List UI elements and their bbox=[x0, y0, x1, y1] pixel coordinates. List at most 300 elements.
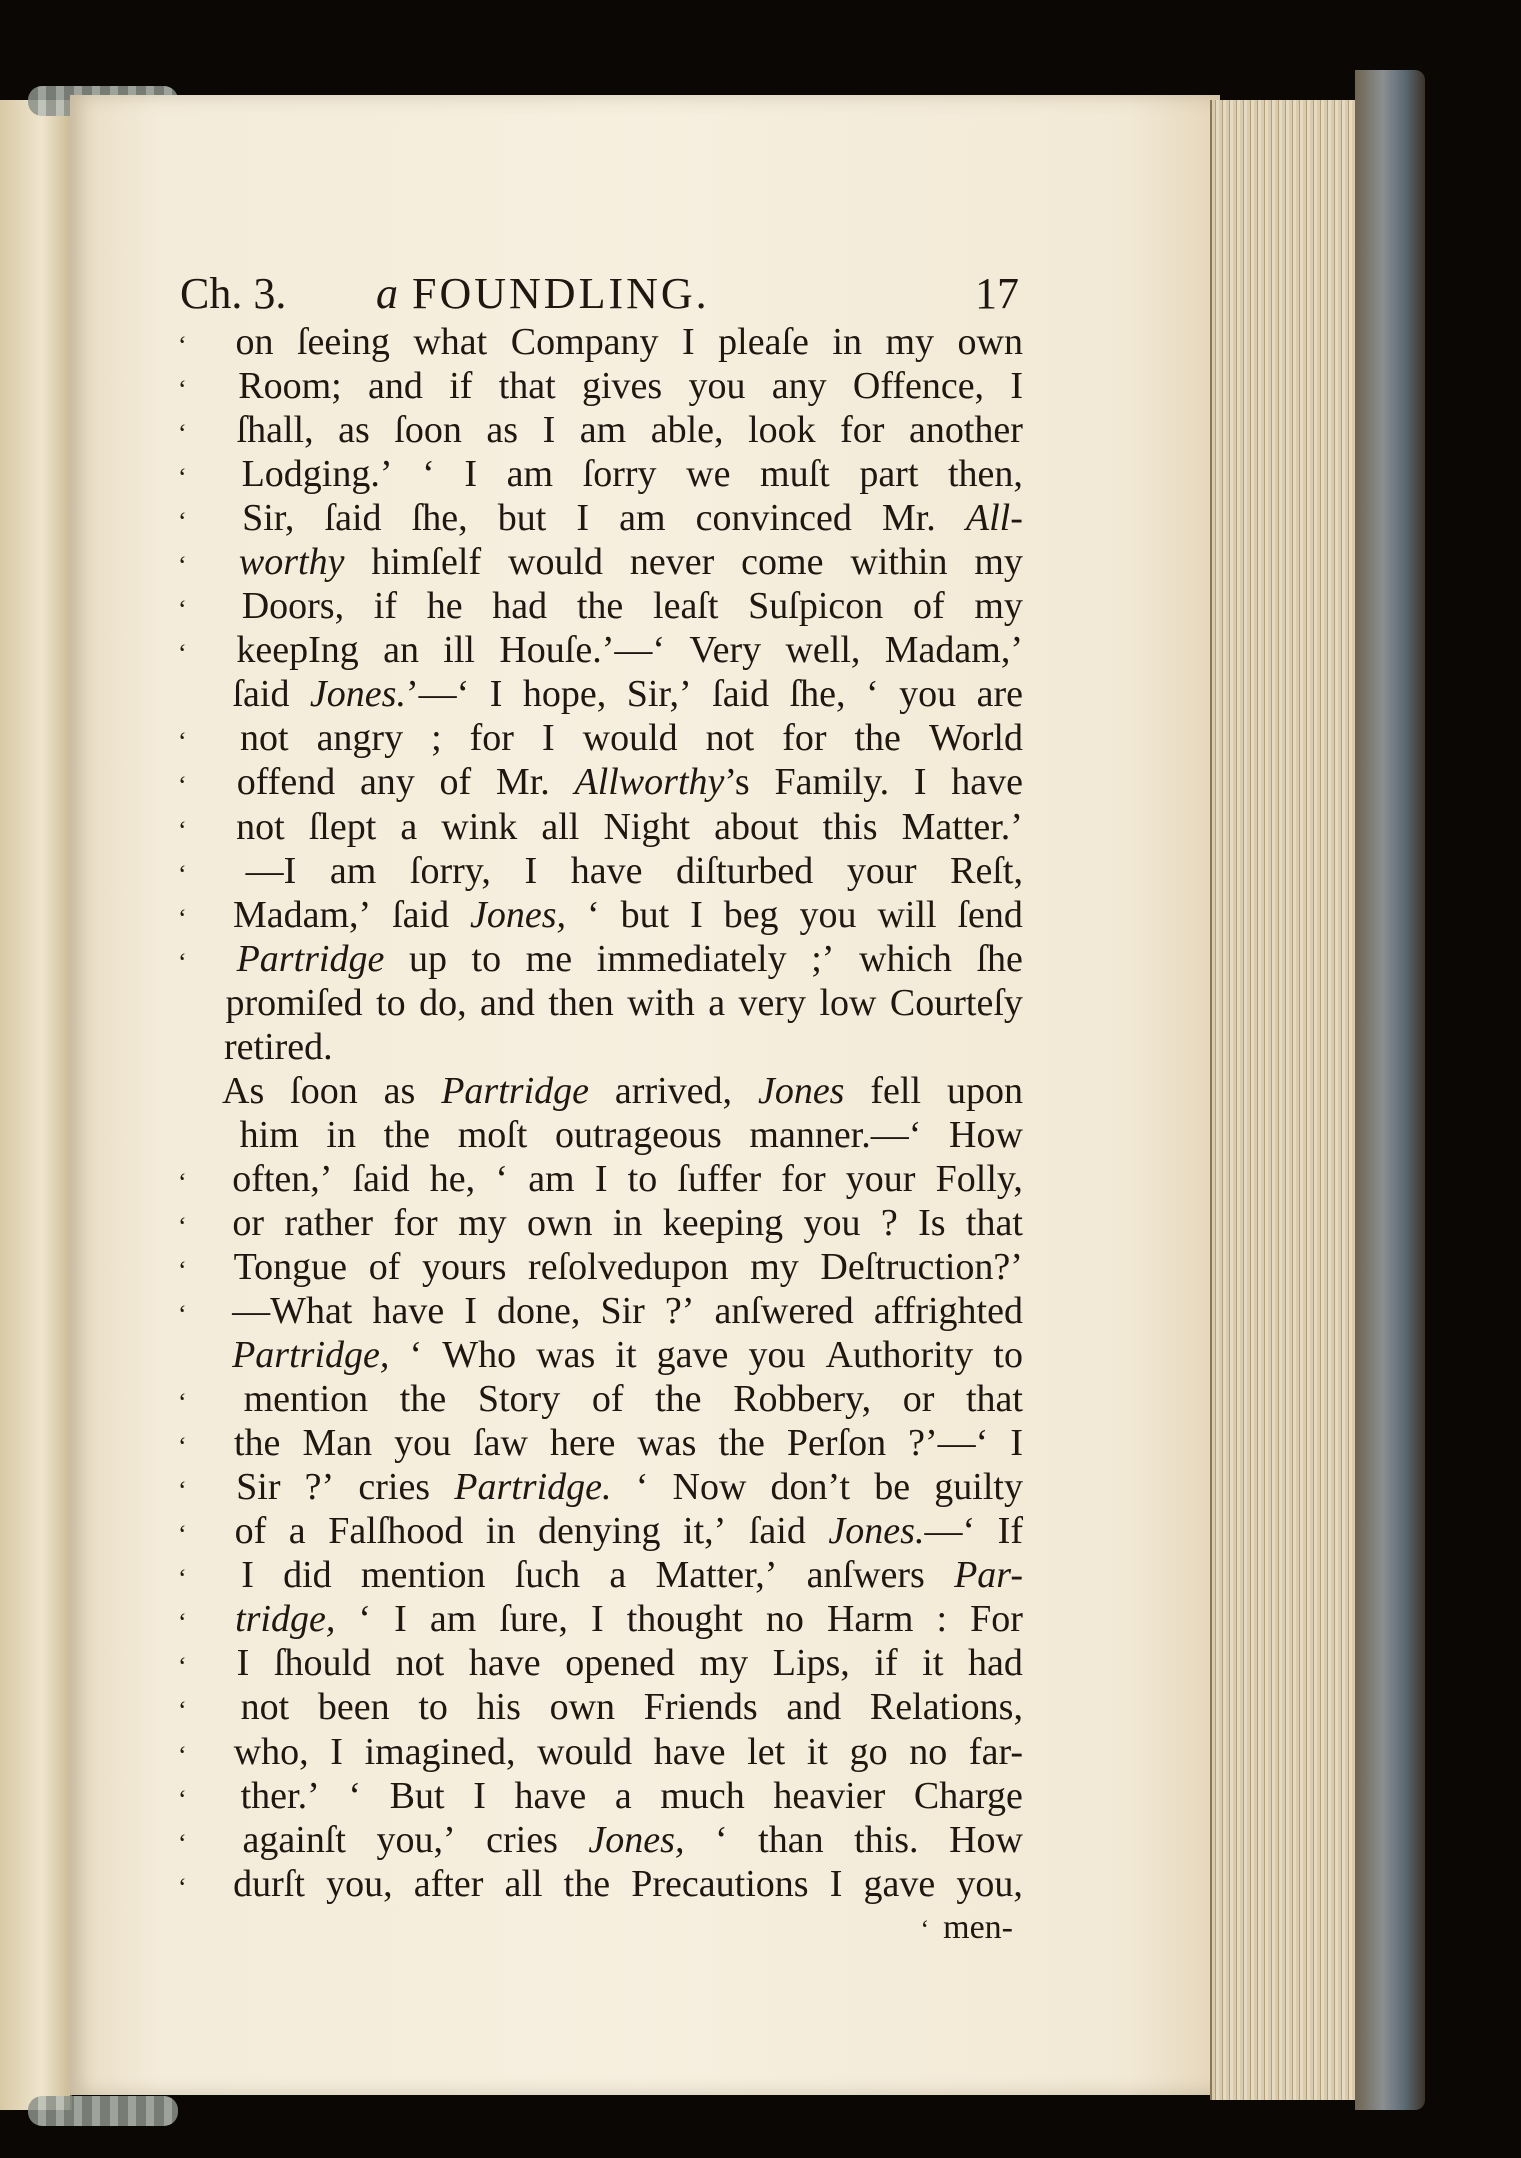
word: ?’ bbox=[304, 1466, 335, 1509]
word: am bbox=[528, 1157, 575, 1200]
word: have bbox=[372, 1290, 445, 1333]
quote-mark: ‘ bbox=[178, 1388, 187, 1418]
word: Mr. bbox=[495, 761, 550, 804]
quote-mark: ‘ bbox=[178, 815, 187, 845]
word: ther.’ bbox=[240, 1774, 320, 1817]
word: I bbox=[464, 1290, 477, 1333]
word: reſolvedupon bbox=[528, 1245, 729, 1288]
text-line bbox=[178, 1597, 1023, 1641]
title-article: a bbox=[376, 269, 398, 318]
word: Par- bbox=[954, 1554, 1023, 1597]
word: was bbox=[637, 1422, 697, 1465]
quote-mark: ‘ bbox=[178, 859, 187, 889]
word: another bbox=[909, 409, 1023, 452]
word: about bbox=[714, 805, 799, 848]
word: Allworthy’s bbox=[574, 761, 750, 804]
word: Deſtruction?’ bbox=[820, 1245, 1023, 1288]
word: ſoon bbox=[394, 409, 462, 452]
word: well, bbox=[785, 629, 861, 672]
word: you, bbox=[326, 1862, 393, 1905]
word: as bbox=[383, 1069, 416, 1112]
word: leaſt bbox=[653, 585, 719, 628]
word: don’t bbox=[770, 1466, 851, 1509]
word: but bbox=[497, 497, 547, 540]
word: ſaid bbox=[352, 1157, 410, 1200]
word: gives bbox=[581, 365, 663, 408]
quote-mark: ‘ bbox=[178, 771, 187, 801]
word: I bbox=[541, 717, 555, 760]
chapter-label: Ch. 3. bbox=[180, 269, 287, 318]
text-line bbox=[178, 981, 1023, 1025]
catchword-quote: ‘ bbox=[920, 1914, 930, 1944]
word: For bbox=[970, 1598, 1023, 1641]
text-line bbox=[178, 937, 1023, 981]
word: in bbox=[326, 1113, 356, 1156]
book-cover bbox=[1355, 70, 1425, 2110]
text-line bbox=[178, 1730, 1023, 1774]
word: gave bbox=[863, 1862, 936, 1905]
word: immediately bbox=[596, 937, 787, 980]
quote-mark: ‘ bbox=[178, 1872, 187, 1902]
word: ‘ bbox=[495, 1157, 508, 1200]
word: Charge bbox=[913, 1774, 1023, 1817]
word: my bbox=[458, 1201, 507, 1244]
word: ‘ bbox=[866, 673, 879, 716]
quote-mark: ‘ bbox=[178, 331, 187, 360]
word: in bbox=[485, 1510, 516, 1553]
word: keeping bbox=[662, 1201, 784, 1244]
word: Suſpicon bbox=[748, 585, 884, 628]
text-line bbox=[178, 1553, 1023, 1597]
quote-mark: ‘ bbox=[178, 507, 187, 537]
word: Authority bbox=[825, 1334, 974, 1377]
quote-mark: ‘ bbox=[178, 1608, 187, 1638]
word: Sir bbox=[236, 1466, 281, 1509]
word: would bbox=[537, 1730, 633, 1773]
word: Perſon bbox=[786, 1422, 887, 1465]
word: thought bbox=[626, 1598, 743, 1641]
word: for bbox=[393, 1201, 438, 1244]
text-line bbox=[178, 1685, 1023, 1729]
word: which bbox=[859, 937, 952, 980]
word: I bbox=[690, 893, 703, 936]
word: for bbox=[469, 717, 514, 760]
text-line bbox=[178, 1641, 1023, 1685]
word: than bbox=[758, 1818, 824, 1861]
word: a bbox=[609, 1554, 627, 1597]
word: the bbox=[718, 1422, 765, 1465]
word: anſwers bbox=[806, 1554, 925, 1597]
word: never bbox=[629, 541, 715, 584]
text-line bbox=[178, 672, 1023, 716]
word: Folly, bbox=[935, 1157, 1023, 1200]
word: as bbox=[338, 409, 370, 452]
word: my bbox=[974, 585, 1023, 628]
word: did bbox=[283, 1554, 332, 1597]
word: durſt bbox=[233, 1862, 305, 1905]
quote-mark: ‘ bbox=[178, 551, 187, 581]
word: angry bbox=[316, 717, 404, 760]
word: if bbox=[874, 1642, 898, 1685]
word: if bbox=[373, 585, 398, 628]
word: ; bbox=[431, 717, 442, 760]
quote-mark: ‘ bbox=[178, 1476, 187, 1506]
word: imagined, bbox=[364, 1730, 516, 1773]
word: the bbox=[854, 717, 901, 760]
word: How bbox=[949, 1113, 1023, 1156]
word: ſhould bbox=[273, 1642, 372, 1685]
word: ſorry, bbox=[409, 849, 491, 892]
word: upon bbox=[946, 1069, 1023, 1112]
word: own bbox=[527, 1201, 593, 1244]
word: fell bbox=[870, 1069, 922, 1112]
word: to bbox=[376, 981, 406, 1024]
word: Family. bbox=[774, 761, 890, 804]
word: I bbox=[1010, 1422, 1023, 1465]
word: up bbox=[408, 937, 447, 980]
word: ſlept bbox=[308, 805, 377, 848]
word: As bbox=[222, 1069, 265, 1112]
word: on bbox=[235, 321, 274, 363]
word: ſuch bbox=[514, 1554, 581, 1597]
word: But bbox=[389, 1774, 445, 1817]
word: ſuffer bbox=[677, 1157, 762, 1200]
word: Matter,’ bbox=[655, 1554, 778, 1597]
word: to bbox=[993, 1334, 1023, 1377]
word: not bbox=[395, 1642, 445, 1685]
word: to bbox=[418, 1686, 448, 1729]
page-number: 17 bbox=[975, 269, 1019, 318]
word: or bbox=[902, 1378, 935, 1421]
word: Very bbox=[689, 629, 762, 672]
word: low bbox=[819, 981, 877, 1024]
word: muſt bbox=[760, 453, 830, 496]
word: he, bbox=[429, 1157, 476, 1200]
word: the bbox=[383, 1113, 431, 1156]
word: himſelf bbox=[371, 541, 482, 584]
word: All- bbox=[965, 497, 1023, 540]
word: ‘ bbox=[714, 1818, 728, 1861]
quote-mark: ‘ bbox=[178, 639, 187, 669]
word: Madam,’ bbox=[232, 893, 372, 936]
quote-mark: ‘ bbox=[178, 419, 187, 449]
word: heavier bbox=[773, 1774, 886, 1817]
word: you,’ bbox=[376, 1818, 456, 1861]
word: Mr. bbox=[881, 497, 936, 540]
text-line bbox=[178, 1157, 1023, 1201]
text-line bbox=[178, 1245, 1023, 1289]
word: I bbox=[542, 409, 556, 452]
word: ſaid bbox=[712, 673, 770, 716]
word: I bbox=[829, 1862, 843, 1905]
word: rather bbox=[284, 1201, 374, 1244]
word: have bbox=[468, 1642, 541, 1685]
word: I bbox=[394, 1598, 407, 1641]
word: ‘ bbox=[358, 1598, 372, 1641]
word: cries bbox=[486, 1818, 558, 1861]
word: do, bbox=[419, 981, 467, 1024]
quote-mark: ‘ bbox=[178, 1432, 187, 1462]
word: ‘ bbox=[409, 1334, 423, 1377]
word: yours bbox=[421, 1245, 507, 1288]
word: Now bbox=[672, 1466, 747, 1509]
quote-mark: ‘ bbox=[178, 727, 187, 757]
word: —What bbox=[232, 1290, 353, 1333]
quote-mark: ‘ bbox=[178, 1300, 187, 1330]
text-line bbox=[178, 1421, 1023, 1465]
word: ſhall, bbox=[236, 409, 314, 452]
page-text bbox=[178, 258, 1023, 1950]
word: I bbox=[1010, 365, 1023, 408]
word: Jones bbox=[757, 1069, 845, 1112]
word: Partridge bbox=[441, 1069, 589, 1112]
word: that bbox=[498, 365, 556, 408]
text-line bbox=[178, 540, 1023, 584]
word: ſure, bbox=[499, 1598, 568, 1641]
word: have bbox=[514, 1774, 587, 1817]
word: much bbox=[660, 1774, 745, 1817]
quote-mark: ‘ bbox=[178, 463, 187, 493]
word: for bbox=[782, 717, 827, 760]
text-lines bbox=[178, 320, 1023, 1906]
catchword-text: men- bbox=[943, 1908, 1013, 1946]
word: ſeeing bbox=[297, 321, 390, 363]
word: Lips, bbox=[772, 1642, 850, 1685]
word: his bbox=[476, 1686, 521, 1729]
text-line bbox=[178, 628, 1023, 672]
word: all bbox=[541, 805, 580, 848]
word: I bbox=[330, 1730, 343, 1773]
word: Partridge. bbox=[454, 1466, 612, 1509]
word: you bbox=[899, 673, 957, 716]
quote-mark: ‘ bbox=[178, 1828, 187, 1858]
word: the bbox=[234, 1422, 281, 1465]
word: cries bbox=[358, 1466, 431, 1509]
binding-thread-bottom bbox=[28, 2096, 178, 2126]
word: of bbox=[912, 585, 945, 628]
word: go bbox=[849, 1730, 888, 1773]
word: am bbox=[429, 1598, 477, 1641]
word: I bbox=[236, 1642, 250, 1685]
word: it bbox=[922, 1642, 944, 1685]
quote-mark: ‘ bbox=[178, 903, 187, 933]
word: would bbox=[582, 717, 678, 760]
word: offend bbox=[236, 761, 336, 804]
word: your bbox=[846, 849, 917, 892]
word: manner.—‘ bbox=[749, 1113, 922, 1156]
word: againſt bbox=[242, 1818, 346, 1861]
word: to bbox=[627, 1157, 658, 1200]
word: the bbox=[576, 585, 624, 628]
word: If bbox=[997, 1510, 1023, 1553]
word: be bbox=[874, 1466, 911, 1509]
word: a bbox=[708, 981, 726, 1024]
word: Is bbox=[918, 1201, 946, 1244]
text-line bbox=[178, 1774, 1023, 1818]
running-head bbox=[178, 258, 1023, 320]
word: been bbox=[317, 1686, 390, 1729]
word: had bbox=[968, 1642, 1023, 1685]
word: you bbox=[748, 1334, 806, 1377]
word: —I bbox=[245, 849, 297, 892]
word: Room; bbox=[238, 365, 342, 408]
word: Houſe.’—‘ bbox=[499, 629, 666, 672]
word: I bbox=[590, 1598, 604, 1641]
word: am bbox=[579, 409, 627, 452]
word: am bbox=[506, 453, 554, 496]
word: I bbox=[682, 321, 695, 363]
word: my bbox=[750, 1245, 799, 1288]
word: : bbox=[936, 1598, 948, 1641]
word: able, bbox=[650, 409, 724, 452]
word: ſorry bbox=[582, 453, 657, 496]
text-line bbox=[178, 320, 1023, 364]
word: are bbox=[976, 673, 1023, 716]
word: I bbox=[524, 849, 538, 892]
word: tridge, bbox=[235, 1598, 336, 1641]
word: then bbox=[548, 981, 614, 1024]
text-line bbox=[178, 1509, 1023, 1553]
word: keepIng bbox=[236, 629, 359, 672]
text-line bbox=[178, 716, 1023, 760]
word: ‘ bbox=[422, 453, 435, 496]
word: hope, bbox=[522, 673, 607, 716]
word: of bbox=[234, 1510, 267, 1553]
word: the bbox=[563, 1862, 611, 1905]
word: mention bbox=[360, 1554, 486, 1597]
word: Precautions bbox=[631, 1862, 809, 1905]
word: ſaw bbox=[473, 1422, 528, 1465]
word: I bbox=[576, 497, 590, 540]
word: part bbox=[859, 453, 919, 496]
word: diſturbed bbox=[676, 849, 814, 892]
word: Jones.—‘ bbox=[828, 1510, 976, 1553]
word: Courteſy bbox=[889, 981, 1023, 1024]
word: him bbox=[239, 1113, 299, 1156]
word: Jones, bbox=[588, 1818, 685, 1861]
word: Partridge bbox=[236, 937, 385, 980]
word: ? bbox=[880, 1201, 898, 1244]
text-line bbox=[178, 760, 1023, 804]
quote-mark: ‘ bbox=[178, 1564, 187, 1594]
word: that bbox=[965, 1201, 1023, 1244]
word: Falſhood bbox=[328, 1510, 464, 1553]
word: far- bbox=[968, 1730, 1023, 1773]
word: ?’—‘ bbox=[908, 1422, 989, 1465]
word: my bbox=[974, 541, 1023, 584]
text-line bbox=[178, 584, 1023, 628]
quote-mark: ‘ bbox=[178, 1784, 187, 1814]
word: if bbox=[449, 365, 473, 408]
word: an bbox=[383, 629, 419, 672]
word: of bbox=[368, 1245, 401, 1288]
word: any bbox=[771, 365, 827, 408]
word: ſoon bbox=[290, 1069, 358, 1112]
word: ſaid bbox=[324, 497, 382, 540]
word: ſaid bbox=[392, 893, 450, 936]
text-line bbox=[178, 1818, 1023, 1862]
word: Lodging.’ bbox=[241, 453, 393, 496]
word: I bbox=[464, 453, 478, 496]
text-line bbox=[178, 496, 1023, 540]
word: I bbox=[489, 673, 503, 716]
word: ‘ bbox=[348, 1774, 362, 1817]
word: own bbox=[957, 321, 1023, 363]
word: Company bbox=[510, 321, 659, 363]
word: let bbox=[747, 1730, 786, 1773]
word: come bbox=[741, 541, 824, 584]
word: ſhe bbox=[976, 937, 1023, 980]
word: Jones, bbox=[470, 893, 567, 936]
word: you bbox=[394, 1422, 452, 1465]
text-line bbox=[178, 1333, 1023, 1377]
quote-mark: ‘ bbox=[178, 1167, 187, 1197]
word: here bbox=[549, 1422, 616, 1465]
word: Night bbox=[603, 805, 690, 848]
word: Sir,’ bbox=[626, 673, 692, 716]
word: it bbox=[806, 1730, 828, 1773]
word: not bbox=[240, 717, 289, 760]
word: you bbox=[799, 893, 857, 936]
word: a bbox=[614, 1774, 632, 1817]
word: outrageous bbox=[555, 1113, 722, 1156]
word: with bbox=[627, 981, 695, 1024]
word: ‘ bbox=[587, 893, 600, 936]
word: ‘ bbox=[635, 1466, 649, 1509]
word: what bbox=[413, 321, 488, 363]
word: have bbox=[951, 761, 1023, 804]
word: Story bbox=[477, 1378, 561, 1421]
word: my bbox=[885, 321, 935, 363]
word: a bbox=[288, 1510, 306, 1553]
word: my bbox=[699, 1642, 749, 1685]
word: all bbox=[504, 1862, 543, 1905]
word: of bbox=[591, 1378, 624, 1421]
word: for bbox=[781, 1157, 826, 1200]
word: it,’ bbox=[683, 1510, 727, 1553]
word: not bbox=[236, 805, 285, 848]
word: after bbox=[413, 1862, 484, 1905]
word: Relations, bbox=[869, 1686, 1023, 1729]
word: opened bbox=[565, 1642, 675, 1685]
text-line bbox=[178, 364, 1023, 408]
catchword bbox=[178, 1906, 1023, 1950]
word: a bbox=[400, 805, 418, 848]
text-line bbox=[178, 1025, 1023, 1069]
word: would bbox=[508, 541, 603, 584]
text-line bbox=[178, 1069, 1023, 1113]
word: promiſed bbox=[225, 981, 363, 1024]
word: ſend bbox=[957, 893, 1023, 936]
word: Reſt, bbox=[950, 849, 1023, 892]
word: often,’ bbox=[232, 1157, 333, 1200]
text-line bbox=[178, 1377, 1023, 1421]
word: convinced bbox=[695, 497, 852, 540]
word: Tongue bbox=[233, 1245, 348, 1288]
word: Robbery, bbox=[733, 1378, 872, 1421]
word: not bbox=[705, 717, 755, 760]
word: Friends bbox=[643, 1686, 758, 1729]
word: had bbox=[492, 585, 548, 628]
quote-mark: ‘ bbox=[178, 1211, 187, 1241]
word: no bbox=[765, 1598, 804, 1641]
word: Sir, bbox=[242, 497, 295, 540]
word: have bbox=[570, 849, 643, 892]
word: you, bbox=[956, 1862, 1023, 1905]
word: Jones.’—‘ bbox=[309, 673, 470, 716]
word: will bbox=[877, 893, 937, 936]
quote-mark: ‘ bbox=[178, 375, 187, 405]
